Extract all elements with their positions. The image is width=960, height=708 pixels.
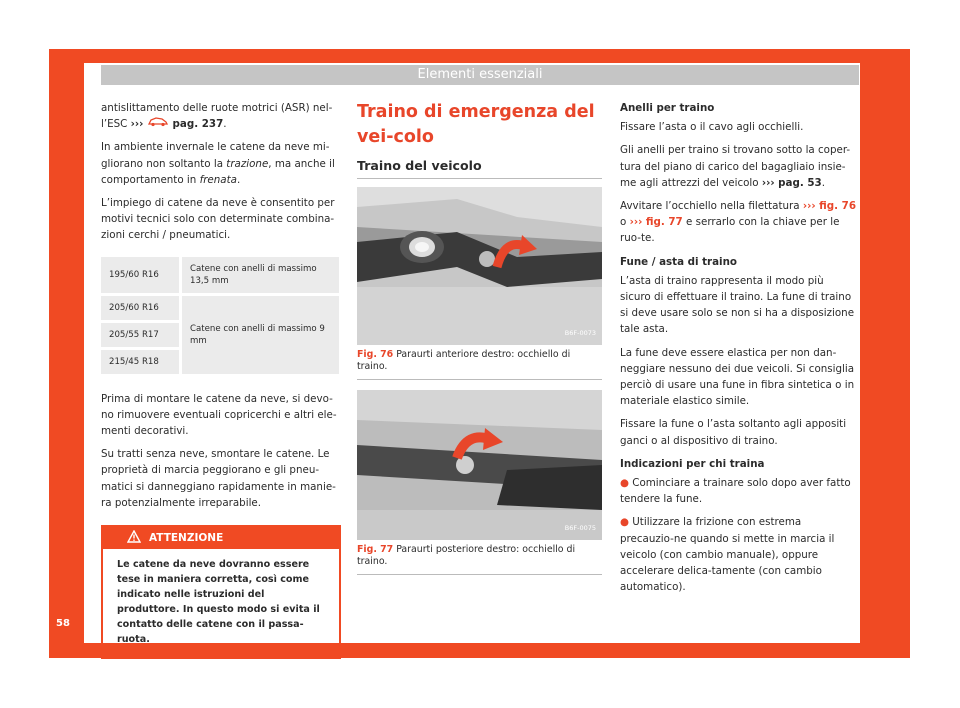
page-number: 58 (56, 618, 70, 629)
bullet-text: Utilizzare la frizione con estrema precauzio-ne quando si mette in marcia il veicolo (con cambio manuale), oppure accelerare delica-tamente (con cambio automatico). (620, 516, 835, 594)
figure-76-caption (357, 349, 602, 380)
traction-word: trazione (226, 157, 269, 170)
tire-size: 195/60 R16 (101, 257, 179, 293)
fig-76-link[interactable]: ››› fig. 76 (802, 200, 856, 213)
front-bumper-illustration (357, 187, 602, 345)
location-text: Gli anelli per traino si trovano sotto la coper-tura del piano di carico del bagagliaio insie-me agli attrezzi del veicolo (620, 144, 851, 189)
warning-title: ATTENZIONE (149, 532, 224, 545)
list-item (620, 514, 856, 595)
hooks-paragraph: Fissare la fune o l’asta soltanto agli appositi ganci o al dispositivo di traino. (620, 418, 847, 447)
location-paragraph: Gli anelli per traino si trovano sotto la coper-tura del piano di carico del bagagliaio insie-me agli attrezzi del veicolo ››› pag. 53. (620, 144, 851, 189)
figure-76-label: Fig. 76 (357, 349, 394, 361)
car-icon (147, 118, 169, 130)
tire-size: 205/60 R16 (101, 296, 179, 320)
figure-77-label: Fig. 77 (357, 544, 394, 556)
chain-spec: Catene con anelli di massimo 9 mm (179, 296, 339, 374)
list-item (620, 475, 856, 507)
warning-icon (127, 530, 141, 548)
table-row (101, 296, 339, 320)
rod-paragraph: L’asta di traino rappresenta il modo più sicuro di effettuare il traino. La fune di traino si deve usare solo se non si ha a disposizione tale asta. (620, 274, 855, 336)
figure-77-text: Paraurti posteriore destro: occhiello di traino. (357, 544, 576, 568)
asr-text: antislittamento delle ruote motrici (ASR) nel-l’ESC (101, 102, 333, 131)
table-row (101, 257, 339, 293)
heading-rope: Fune / asta di traino (620, 255, 737, 268)
bullet-icon: ● (620, 477, 633, 490)
combinations-paragraph: L’impiego di catene da neve è consentito per motivi tecnici solo con determinate combina-zioni cerchi / pneumatici. (101, 197, 335, 242)
figure-76-text: Paraurti anteriore destro: occhiello di traino. (357, 349, 571, 373)
left-column (101, 100, 341, 659)
chain-spec: Catene con anelli di massimo 13,5 mm (179, 257, 339, 293)
screw-text-a: Avvitare l’occhiello nella filettatura (620, 200, 803, 213)
warning-header (103, 527, 339, 549)
chains-table (101, 254, 339, 377)
figure-76-image (357, 187, 602, 345)
chains-text-b: , ma anche il comportamento in (101, 157, 335, 186)
middle-column (357, 100, 602, 585)
right-column (620, 100, 856, 602)
chains-text-a: In ambiente invernale le catene da neve mi-gliorano non soltanto la (101, 141, 330, 170)
section-title: Traino di emergenza del vei-colo (357, 102, 595, 147)
elastic-paragraph: La fune deve essere elastica per non dan-neggiare nessuno dei due veicoli. Si consiglia perciò di usare una fune in fibra sintetica o in materiale elastico simile. (620, 346, 855, 408)
page-ref-53[interactable]: ››› pag. 53 (761, 176, 822, 189)
fix-paragraph: Fissare l’asta o il cavo agli occhielli. (620, 121, 804, 134)
header-title: Elementi essenziali (101, 65, 859, 85)
heading-tower-notes: Indicazioni per chi traina (620, 457, 765, 470)
page-ref-237[interactable]: pag. 237 (168, 118, 224, 131)
heading-towing-rings: Anelli per traino (620, 102, 715, 114)
bullet-text: Cominciare a trainare solo dopo aver fatto tendere la fune. (620, 477, 851, 506)
figure-76-code: B6F-0073 (564, 329, 596, 337)
fig-77-link[interactable]: ››› fig. 77 (629, 216, 683, 229)
chains-paragraph: In ambiente invernale le catene da neve mi-gliorano non soltanto la trazione, ma anche il comportamento in frenata. (101, 141, 335, 186)
remove-covers-paragraph: Prima di montare le catene da neve, si devo-no rimuovere eventuali copricerchi e altri ele-menti decorativi. (101, 392, 337, 438)
no-snow-paragraph: Su tratti senza neve, smontare le catene. Le proprietà di marcia peggiorano e gli pneu-matici si danneggiano rapidamente in manie-ra potenzialmente irreparabile. (101, 448, 336, 509)
screw-paragraph (620, 198, 856, 247)
ref-arrows: ››› (130, 118, 147, 131)
screw-text-c: e serrarlo con la chiave per le ruo-te. (620, 216, 840, 245)
figure-77-image (357, 390, 602, 540)
asr-paragraph: antislittamento delle ruote motrici (ASR) nel-l’ESC ››› pag. 237. (101, 102, 333, 131)
tire-size: 205/55 R17 (101, 323, 179, 347)
warning-box (101, 525, 341, 659)
warning-text: Le catene da neve dovranno essere tese in maniera corretta, così come indicato nelle istruzioni del produttore. In questo modo si evita il contatto delle catene con il passa-ruota. (117, 559, 320, 646)
screw-text-b: o (620, 216, 630, 229)
rear-bumper-illustration (357, 390, 602, 540)
tire-size: 215/45 R18 (101, 350, 179, 374)
figure-77-code: B6F-0075 (564, 524, 596, 532)
figure-77-caption (357, 544, 602, 575)
subsection-title: Traino del veicolo (357, 158, 602, 179)
braking-word: frenata (199, 173, 237, 186)
bullet-icon: ● (620, 516, 633, 529)
